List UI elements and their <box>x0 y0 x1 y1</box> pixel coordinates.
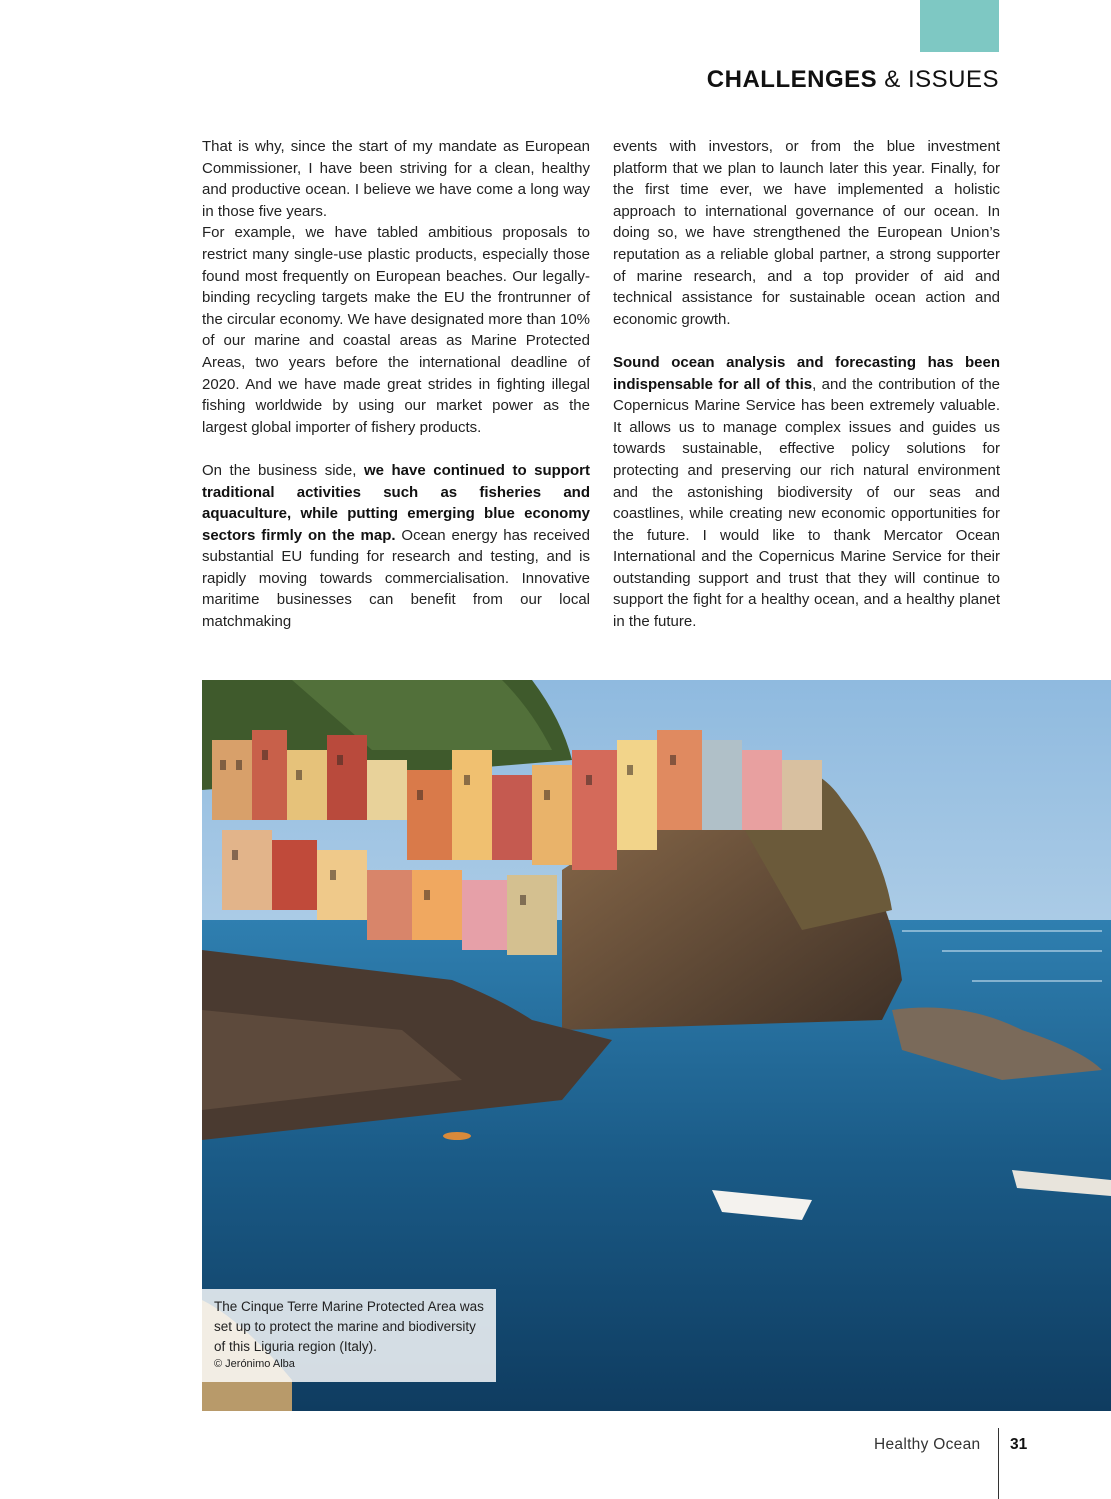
section-heading-rest: & ISSUES <box>877 66 999 93</box>
accent-tab <box>920 0 999 52</box>
left-paragraph-3-bold: we have continued to support traditional activities such as fisheries and aquaculture, while putting emerging blue economy sectors firmly on the map. <box>202 461 590 544</box>
left-paragraph-3-rest: Ocean energy has received substantial EU funding for research and testing, and is rapidly moving towards commercialisation. Innovative maritime businesses can benefit from our local matchmaking <box>202 526 590 631</box>
section-heading-bold: CHALLENGES <box>706 66 878 93</box>
photo-caption <box>202 1289 496 1382</box>
right-paragraph-2-bold: Sound ocean analysis and forecasting has been indispensable for all of this <box>613 353 1000 393</box>
right-paragraph-1: events with investors, or from the blue investment platform that we plan to launch later this year. Finally, for the first time ever, we have implemented a holistic approach to international governance of our ocean. In doing so, we have strengthened the European Union’s reputation as a reliable global partner, a strong supporter of marine research, and a top provider of aid and technical assistance for sustainable ocean action and economic growth. <box>613 138 1000 328</box>
left-paragraph-2: For example, we have tabled ambitious proposals to restrict many single-use plastic products, especially those found most frequently on European beaches. Our legally-binding recycling targets make the EU the frontrunner of the circular economy. We have designated more than 10% of our marine and coastal areas as Marine Protected Areas, two years before the international deadline of 2020. And we have made great strides in fighting illegal fishing worldwide by using our market power as the largest global importer of fishery products. <box>202 224 590 436</box>
page-number: 31 <box>1010 1436 1028 1453</box>
left-paragraph-1: That is why, since the start of my mandate as European Commissioner, I have been striving for a clean, healthy and productive ocean. I believe we have come a long way in those five years. <box>202 138 590 220</box>
right-paragraph-2 <box>613 352 1000 633</box>
photo-caption-text: The Cinque Terre Marine Protected Area was set up to protect the marine and biodiversity of this Liguria region (Italy). <box>214 1299 484 1354</box>
left-paragraph-3 <box>202 460 590 633</box>
left-column <box>202 136 590 633</box>
footer-publication-name: Healthy Ocean <box>874 1436 981 1453</box>
section-heading <box>707 66 999 94</box>
right-paragraph-2-rest: , and the contribution of the Copernicus Marine Service has been extremely valuable. It allows us to manage complex issues and guides us towards sustainable, effective policy solutions for protecting and preserving our rich natural environment and the astonishing biodiversity of our seas and coastlines, while creating new economic opportunities for the future. I would like to thank Mercator Ocean International and the Copernicus Marine Service for their outstanding support and trust that they will continue to support the fight for a healthy ocean, and a healthy planet in the future. <box>613 375 1000 631</box>
photo-credit: © Jerónimo Alba <box>214 1358 295 1370</box>
footer-divider <box>998 1428 999 1499</box>
right-column <box>613 136 1000 633</box>
left-paragraph-3-intro: On the business side, <box>202 461 364 479</box>
